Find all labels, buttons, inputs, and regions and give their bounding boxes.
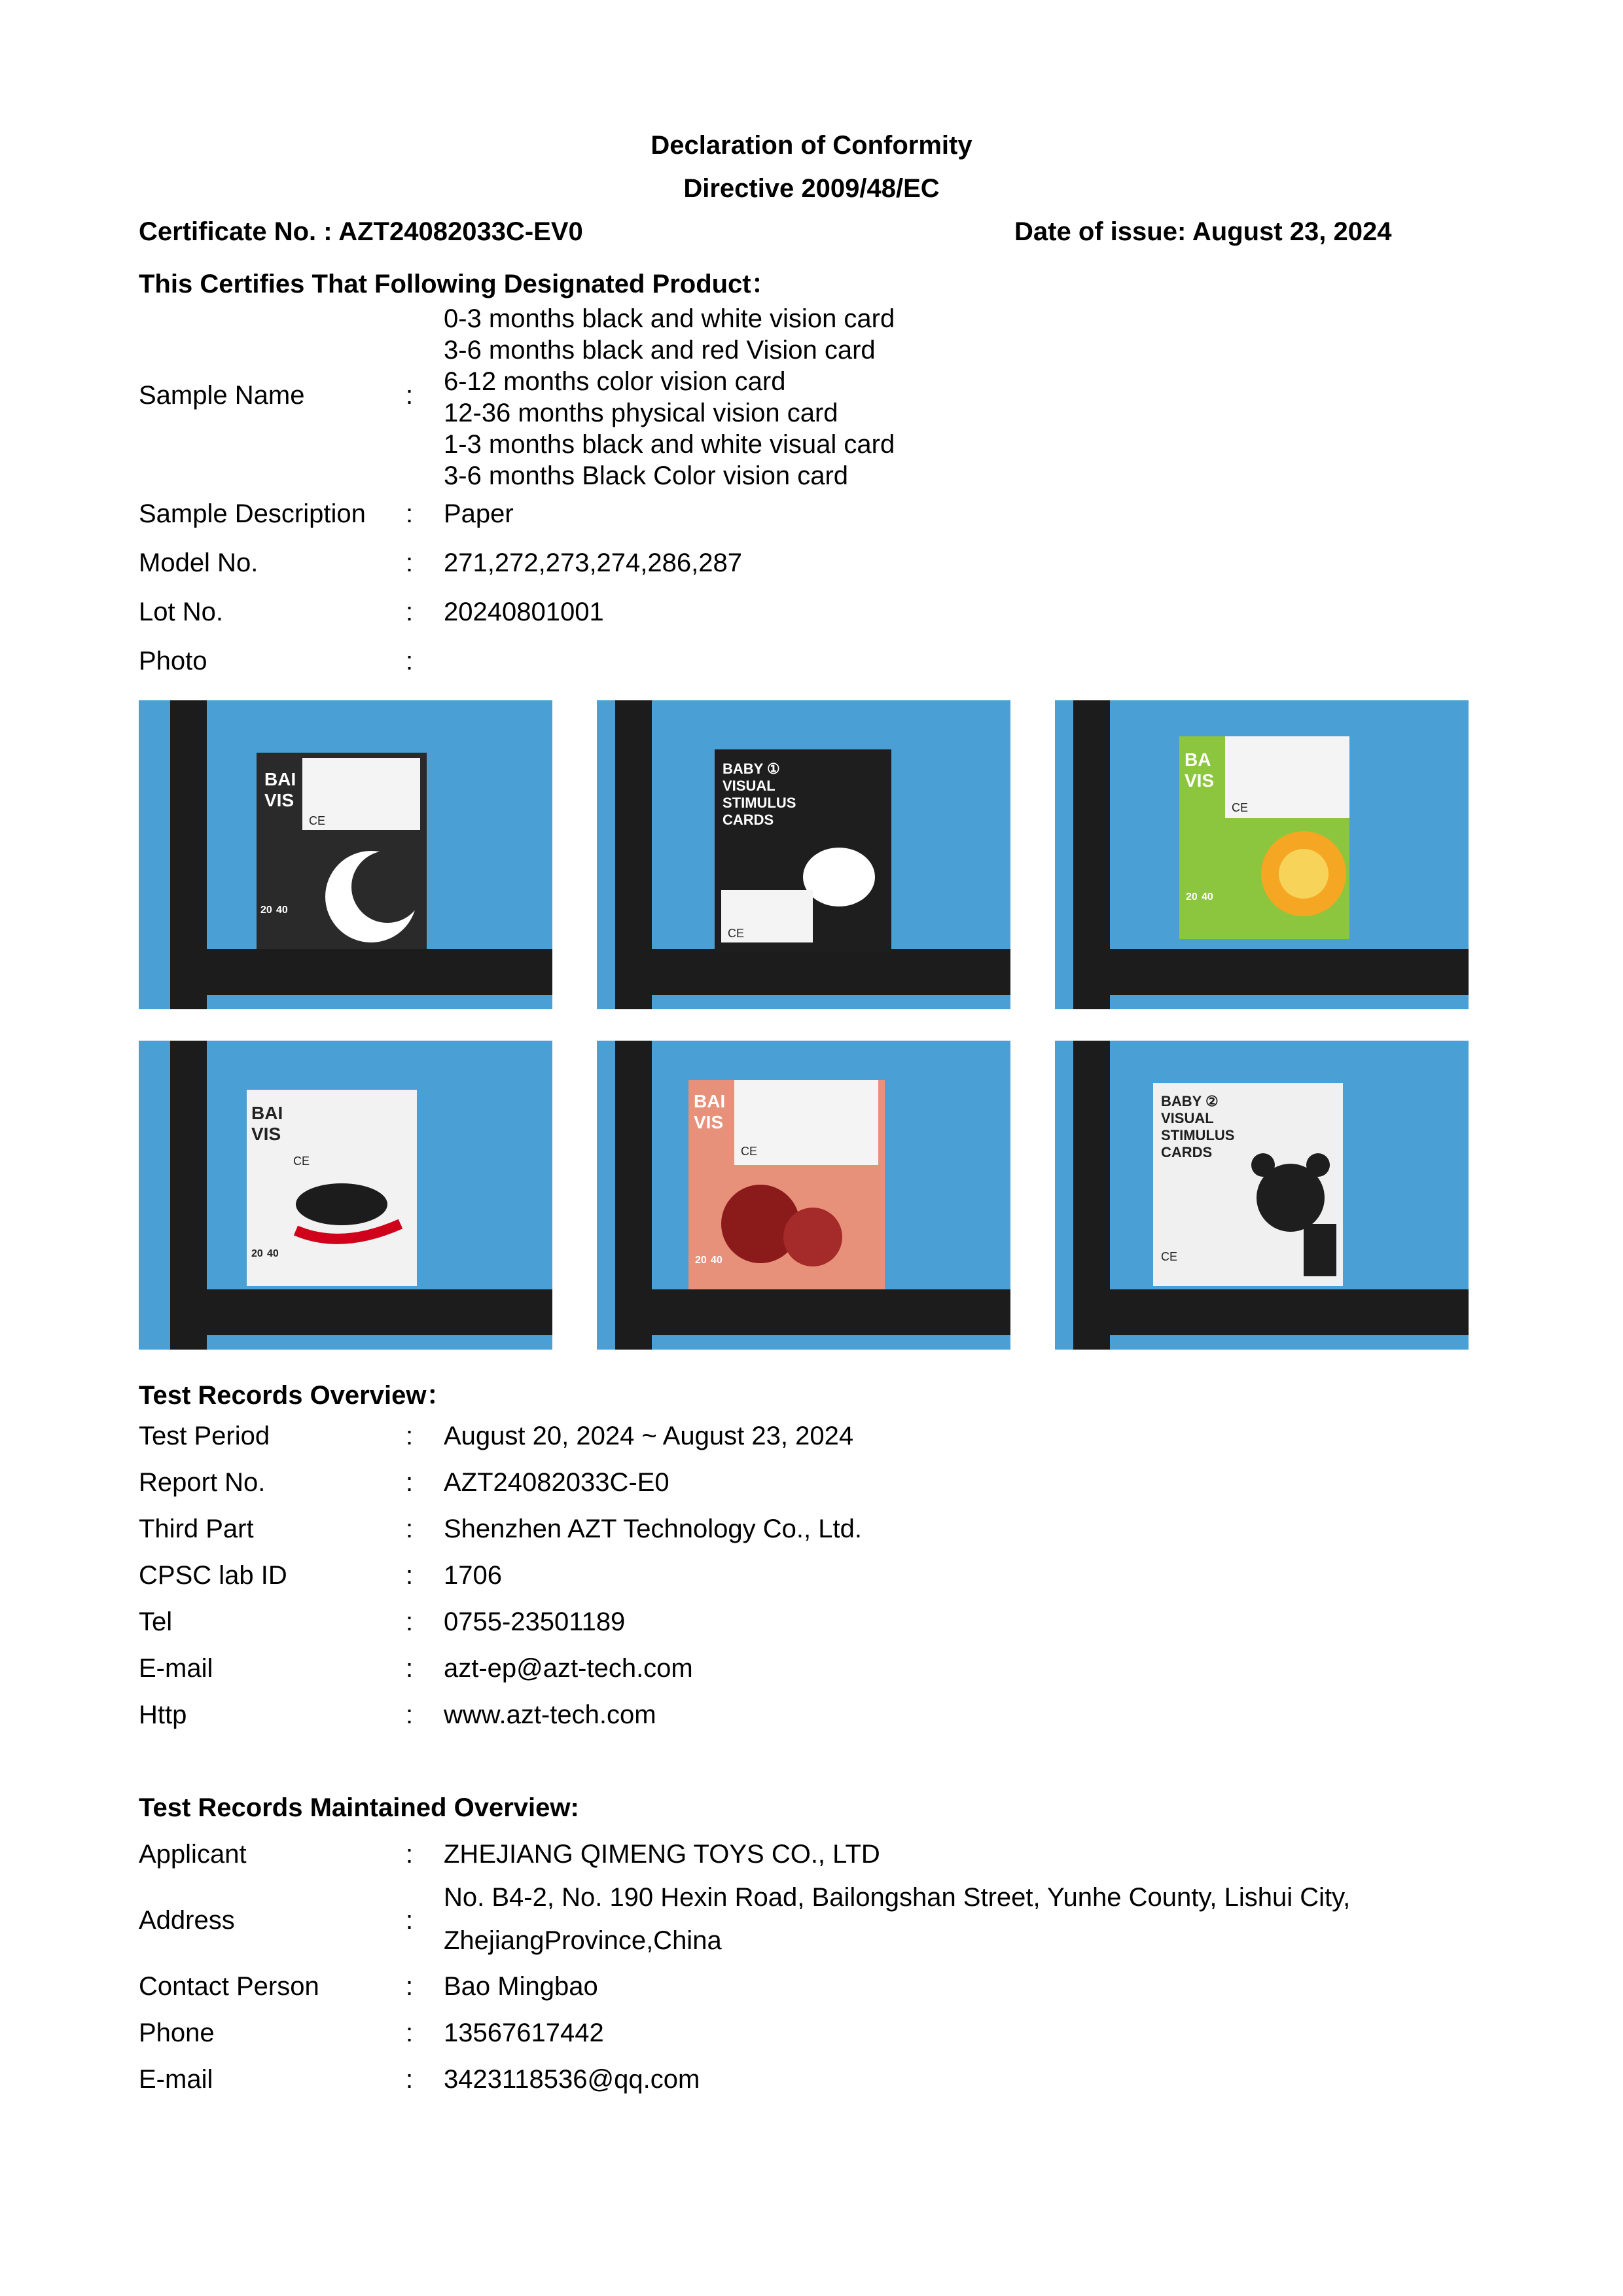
sample-name-item: 1-3 months black and white visual card — [444, 430, 895, 459]
card-title: BABY ② — [1161, 1093, 1219, 1109]
ce-mark: CE — [728, 927, 745, 940]
product-photo-1 — [139, 700, 552, 1009]
email-label: E-mail — [139, 1654, 213, 1683]
product-photo-2 — [597, 700, 1010, 1009]
contact-person-label: Contact Person — [139, 1972, 319, 2001]
product-photo-5 — [597, 1041, 1010, 1350]
certifies-heading: This Certifies That Following Designated Product： — [139, 270, 777, 298]
card-title: BA — [1185, 749, 1211, 770]
colon: : — [406, 381, 414, 410]
third-part-label: Third Part — [139, 1515, 254, 1543]
sample-name-item: 12-36 months physical vision card — [444, 399, 838, 427]
address-line: ZhejiangProvince,China — [444, 1926, 722, 1955]
colon: : — [406, 1607, 414, 1636]
card-title: VIS — [251, 1124, 281, 1144]
colon: : — [406, 1561, 414, 1590]
card-title: VIS — [264, 790, 294, 810]
phone-label: Phone — [139, 2018, 215, 2047]
card-title: CARDS — [1161, 1144, 1213, 1160]
sample-name-item: 6-12 months color vision card — [444, 367, 786, 396]
colon: : — [406, 1972, 414, 2001]
colon: : — [406, 1515, 414, 1543]
cpsc-lab-id-value: 1706 — [444, 1561, 502, 1590]
sample-name-item: 3-6 months Black Color vision card — [444, 461, 849, 490]
applicant-label: Applicant — [139, 1840, 247, 1869]
document-title: Declaration of Conformity — [651, 131, 972, 160]
card-title: BAI — [264, 769, 296, 789]
maintained-heading: Test Records Maintained Overview: — [139, 1793, 579, 1822]
email-value: azt-ep@azt-tech.com — [444, 1654, 693, 1683]
test-period-label: Test Period — [139, 1422, 270, 1450]
age-badge: 40 — [276, 905, 288, 916]
sample-name-list — [444, 303, 895, 492]
http-value: www.azt-tech.com — [444, 1700, 656, 1729]
colon: : — [406, 2018, 414, 2047]
ce-mark: CE — [1232, 801, 1249, 814]
date-of-issue: Date of issue: August 23, 2024 — [1014, 217, 1392, 246]
age-badge: 20 — [695, 1255, 707, 1266]
address-label: Address — [139, 1906, 235, 1935]
directive: Directive 2009/48/EC — [683, 174, 940, 203]
third-part-value: Shenzhen AZT Technology Co., Ltd. — [444, 1515, 862, 1543]
card-title: VISUAL — [722, 778, 776, 794]
ce-mark: CE — [309, 814, 326, 827]
certificate-number: Certificate No. : AZT24082033C-EV0 — [139, 217, 583, 246]
ce-mark: CE — [293, 1155, 310, 1168]
photo-label: Photo — [139, 647, 207, 675]
cpsc-lab-id-label: CPSC lab ID — [139, 1561, 287, 1590]
test-records-heading: Test Records Overview： — [139, 1381, 453, 1410]
card-title: VISUAL — [1161, 1110, 1214, 1126]
card-title: BAI — [694, 1091, 726, 1111]
card-title: VIS — [694, 1112, 724, 1132]
report-no-value: AZT24082033C-E0 — [444, 1468, 669, 1497]
sample-description-value: Paper — [444, 499, 514, 528]
sample-description-label: Sample Description — [139, 499, 366, 528]
applicant-value: ZHEJIANG QIMENG TOYS CO., LTD — [444, 1840, 880, 1869]
colon: : — [406, 1654, 414, 1683]
product-photo-3 — [1055, 700, 1469, 1009]
colon: : — [406, 1906, 414, 1935]
model-label: Model No. — [139, 548, 259, 577]
lot-label: Lot No. — [139, 598, 223, 626]
sample-name-item: 3-6 months black and red Vision card — [444, 336, 876, 365]
sample-name-item: 0-3 months black and white vision card — [444, 304, 895, 333]
product-photo-4 — [139, 1041, 552, 1350]
colon: : — [406, 647, 414, 675]
http-label: Http — [139, 1700, 187, 1729]
applicant-email-value: 3423118536@qq.com — [444, 2065, 700, 2094]
colon: : — [406, 1840, 414, 1869]
address-value — [444, 1876, 1491, 1962]
tel-value: 0755-23501189 — [444, 1607, 626, 1636]
ce-mark: CE — [1161, 1250, 1178, 1263]
card-title: BABY ① — [722, 761, 780, 777]
card-title: VIS — [1185, 770, 1215, 791]
contact-person-value: Bao Mingbao — [444, 1972, 598, 2001]
report-no-label: Report No. — [139, 1468, 266, 1497]
applicant-email-label: E-mail — [139, 2065, 213, 2094]
colon: : — [406, 2065, 414, 2094]
address-line: No. B4-2, No. 190 Hexin Road, Bailongshan Street, Yunhe County, Lishui City, — [444, 1883, 1351, 1912]
product-photo-6 — [1055, 1041, 1469, 1350]
test-period-value: August 20, 2024 ~ August 23, 2024 — [444, 1422, 854, 1450]
colon: : — [406, 1700, 414, 1729]
card-title: STIMULUS — [1161, 1127, 1235, 1143]
model-value: 271,272,273,274,286,287 — [444, 548, 742, 577]
tel-label: Tel — [139, 1607, 173, 1636]
colon: : — [406, 499, 414, 528]
ce-mark: CE — [741, 1145, 758, 1158]
age-badge: 40 — [1202, 891, 1213, 903]
sample-name-label: Sample Name — [139, 381, 305, 410]
card-title: CARDS — [722, 812, 774, 828]
phone-value: 13567617442 — [444, 2018, 604, 2047]
colon: : — [406, 1468, 414, 1497]
age-badge: 20 — [1186, 891, 1198, 903]
lot-value: 20240801001 — [444, 598, 604, 626]
card-title: BAI — [251, 1103, 283, 1123]
age-badge: 20 — [251, 1248, 263, 1259]
colon: : — [406, 548, 414, 577]
age-badge: 40 — [711, 1255, 722, 1266]
age-badge: 20 — [260, 905, 272, 916]
age-badge: 40 — [267, 1248, 279, 1259]
colon: : — [406, 1422, 414, 1450]
card-title: STIMULUS — [722, 795, 796, 811]
colon: : — [406, 598, 414, 626]
